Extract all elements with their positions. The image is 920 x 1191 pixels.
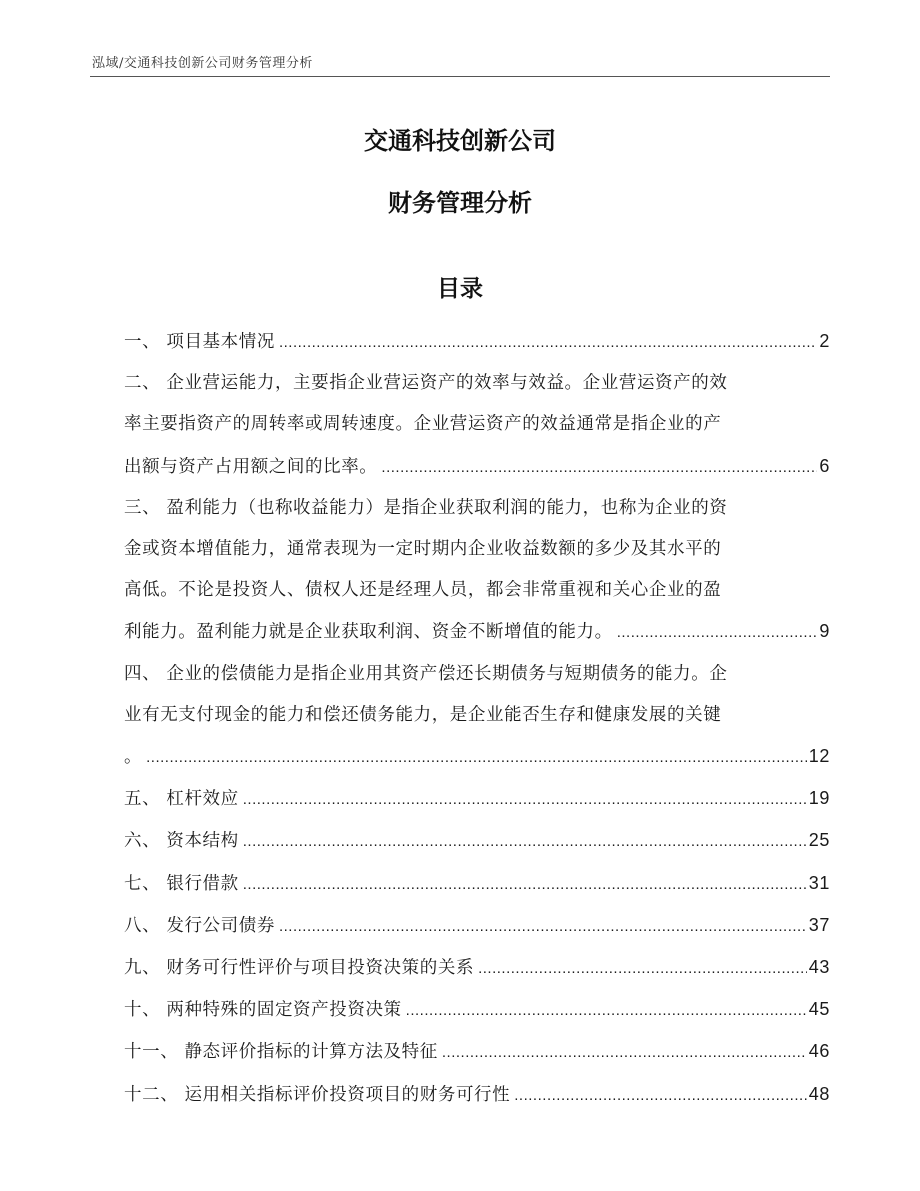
- toc-entry-text: 八、 发行公司债券: [124, 915, 275, 936]
- toc-entry-text: 九、 财务可行性评价与项目投资决策的关系: [124, 958, 475, 979]
- toc-entry-text: 率主要指资产的周转率或周转速度。企业营运资产的效益通常是指企业的产: [124, 414, 722, 435]
- toc-page-number: 45: [808, 999, 830, 1020]
- toc-page-number: 25: [808, 830, 830, 851]
- dot-leader: [514, 1075, 807, 1116]
- toc-entry-text: 高低。不论是投资人、债权人还是经理人员，都会非常重视和关心企业的盈: [124, 580, 722, 601]
- toc-entry[interactable]: [124, 947, 830, 989]
- dot-leader: [243, 779, 807, 820]
- dot-leader: [406, 990, 807, 1031]
- toc-entry-text: 五、 杠杆效应: [124, 789, 239, 810]
- table-of-contents: [124, 321, 830, 1116]
- running-header: 泓域/交通科技创新公司财务管理分析: [92, 56, 313, 71]
- company-title: 交通科技创新公司: [364, 127, 556, 155]
- toc-entry[interactable]: [124, 905, 830, 947]
- toc-entry-text: 十一、 静态评价指标的计算方法及特征: [124, 1042, 438, 1063]
- header-divider: [90, 76, 830, 77]
- toc-entry[interactable]: [124, 363, 830, 488]
- toc-entry-text: 七、 银行借款: [124, 873, 239, 894]
- dot-leader: [243, 821, 807, 862]
- toc-heading: 目录: [437, 276, 483, 302]
- toc-page-number: 31: [808, 872, 830, 893]
- toc-page-number: 6: [819, 455, 830, 476]
- toc-entry-text: 十、 两种特殊的固定资产投资决策: [124, 1000, 402, 1021]
- toc-entry-text: 业有无支付现金的能力和偿还债务能力，是企业能否生存和健康发展的关键: [124, 704, 722, 725]
- dot-leader: [381, 447, 817, 488]
- toc-page-number: 12: [808, 746, 830, 767]
- toc-entry[interactable]: [124, 778, 830, 820]
- dot-leader: [478, 948, 807, 989]
- toc-entry-text: 出额与资产占用额之间的比率。: [124, 456, 378, 477]
- toc-entry-text: 二、 企业营运能力，主要指企业营运资产的效率与效益。企业营运资产的效: [124, 373, 728, 394]
- toc-entry-text: 十二、 运用相关指标评价投资项目的财务可行性: [124, 1084, 511, 1105]
- toc-entry-text: 一、 项目基本情况: [124, 332, 275, 352]
- dot-leader: [279, 906, 807, 947]
- toc-page-number: 19: [808, 788, 830, 809]
- toc-entry[interactable]: [124, 1031, 830, 1073]
- toc-entry-text: 利能力。盈利能力就是企业获取利润、资金不断增值的能力。: [124, 622, 613, 643]
- toc-page-number: 48: [808, 1083, 830, 1104]
- toc-entry[interactable]: [124, 488, 830, 654]
- toc-entry[interactable]: [124, 1074, 830, 1116]
- toc-entry-text: 三、 盈利能力（也称收益能力）是指企业获取利润的能力，也称为企业的资: [124, 497, 728, 518]
- toc-entry[interactable]: [124, 820, 830, 862]
- toc-page-number: 43: [808, 957, 830, 978]
- dot-leader: [146, 737, 807, 778]
- toc-page-number: 2: [819, 331, 830, 351]
- toc-entry[interactable]: [124, 989, 830, 1031]
- toc-page-number: 37: [808, 914, 830, 935]
- dot-leader: [442, 1032, 807, 1073]
- toc-entry[interactable]: [124, 863, 830, 905]
- toc-entry-text: 金或资本增值能力，通常表现为一定时期内企业收益数额的多少及其水平的: [124, 539, 722, 560]
- toc-page-number: 46: [808, 1041, 830, 1062]
- dot-leader: [243, 864, 807, 905]
- toc-page-number: 9: [819, 621, 830, 642]
- toc-entry-text: 。: [124, 747, 143, 768]
- toc-entry-text: 六、 资本结构: [124, 831, 239, 852]
- document-title: 财务管理分析: [388, 189, 532, 217]
- toc-entry-text: 四、 企业的偿债能力是指企业用其资产偿还长期债务与短期债务的能力。企: [124, 663, 728, 684]
- dot-leader: [279, 322, 817, 363]
- toc-entry[interactable]: [124, 321, 830, 363]
- dot-leader: [617, 612, 818, 653]
- toc-entry[interactable]: [124, 654, 830, 779]
